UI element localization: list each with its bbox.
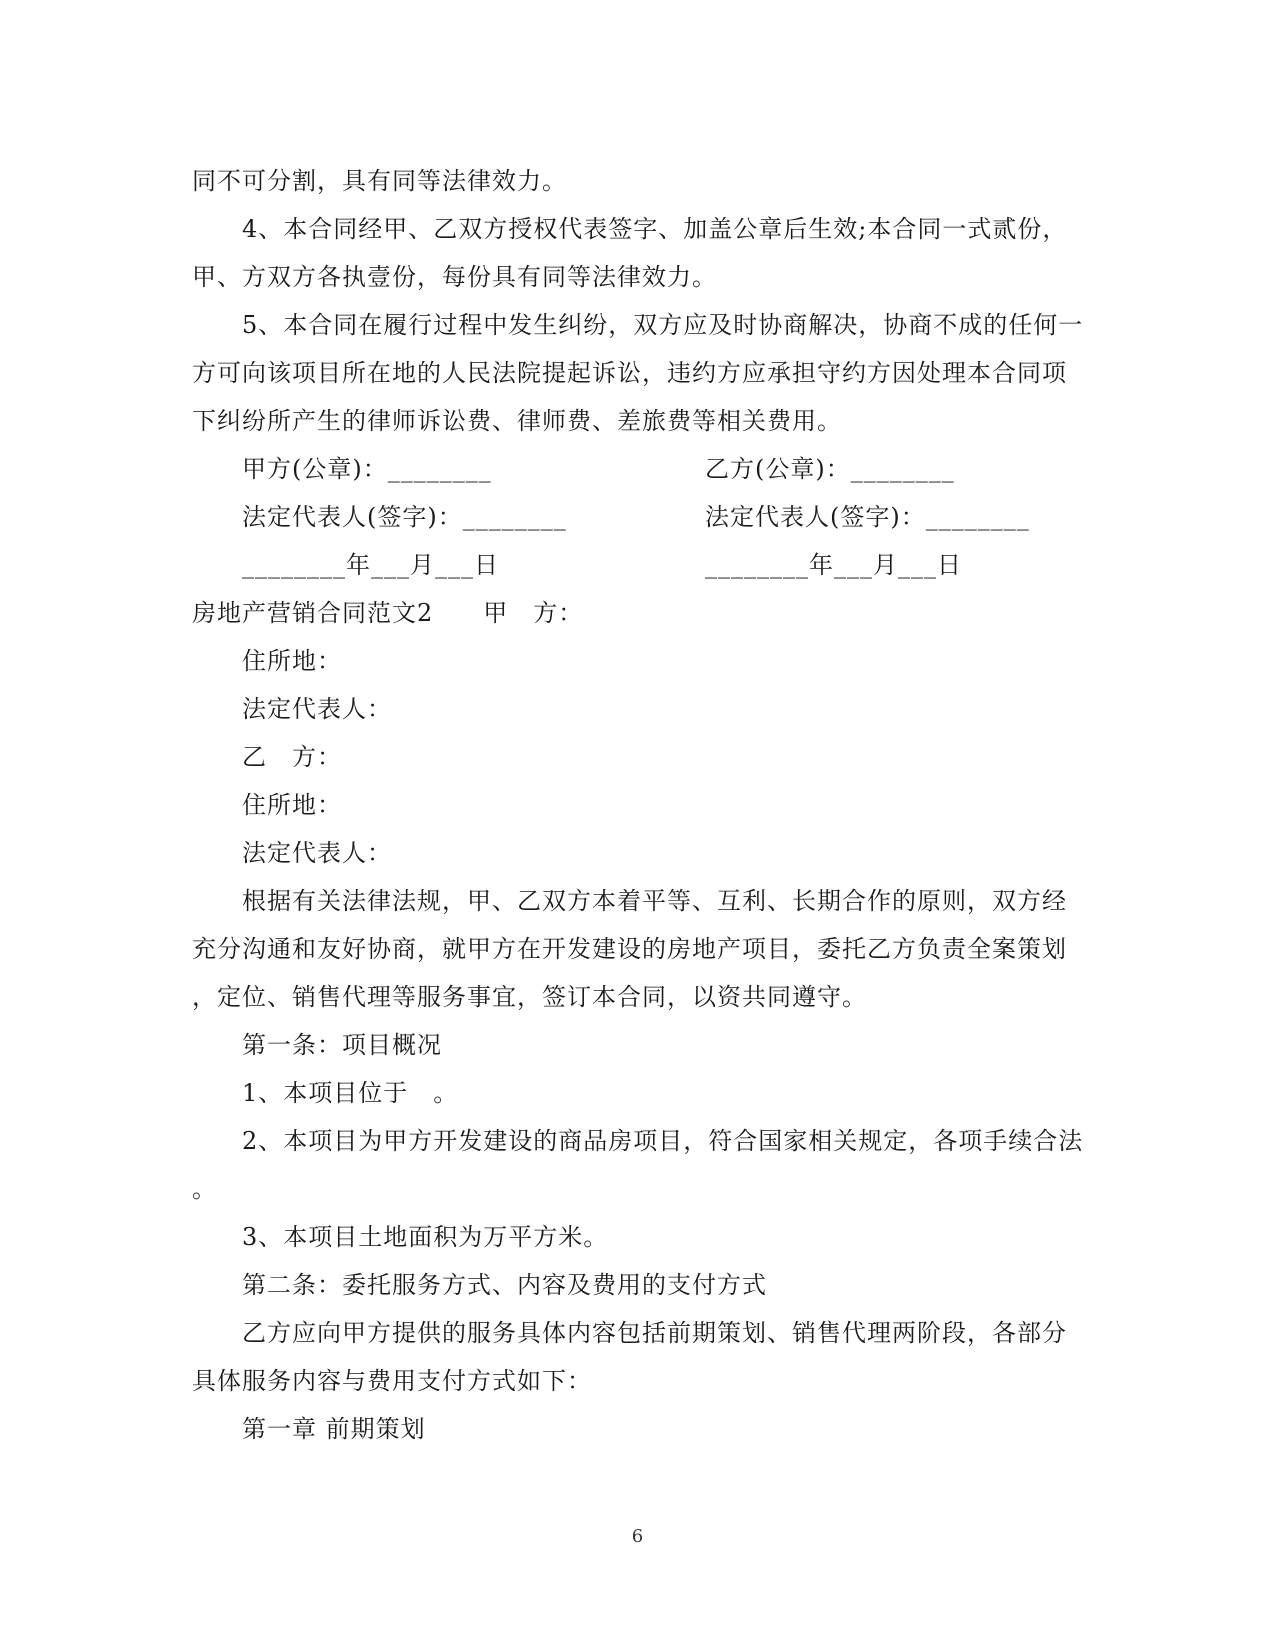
text-line: 住所地： [242, 647, 342, 675]
text-line: 1、本项目位于 。 [242, 1079, 459, 1107]
text-line: 法定代表人： [242, 839, 392, 867]
article-heading: 第一条：项目概况 [242, 1031, 442, 1059]
party-b-representative: 法定代表人(签字)：________ [705, 503, 1030, 531]
text-line: 根据有关法律法规，甲、乙双方本着平等、互利、长期合作的原则，双方经 [242, 887, 1067, 915]
text-line: 乙方应向甲方提供的服务具体内容包括前期策划、销售代理两阶段，各部分 [242, 1319, 1067, 1347]
text-line: 同不可分割，具有同等法律效力。 [192, 167, 567, 195]
text-line: 具体服务内容与费用支付方式如下： [192, 1367, 592, 1395]
party-b-date: ________年___月___日 [705, 551, 962, 579]
text-line: 。 [192, 1175, 217, 1203]
text-line: 5、本合同在履行过程中发生纠纷，双方应及时协商解决，协商不成的任何一 [242, 311, 1084, 339]
text-line: 甲、方双方各执壹份，每份具有同等法律效力。 [192, 263, 717, 291]
party-b-seal: 乙方(公章)：________ [705, 455, 955, 483]
party-a-seal: 甲方(公章)：________ [242, 455, 492, 483]
text-line: 3、本项目土地面积为万平方米。 [242, 1223, 609, 1251]
section-title: 房地产营销合同范文2 甲 方： [192, 599, 584, 627]
text-line: 充分沟通和友好协商，就甲方在开发建设的房地产项目，委托乙方负责全案策划 [192, 935, 1067, 963]
party-a-representative: 法定代表人(签字)：________ [242, 503, 567, 531]
chapter-heading: 第一章 前期策划 [242, 1415, 426, 1443]
page-number: 6 [631, 1526, 644, 1547]
text-line: 方可向该项目所在地的人民法院提起诉讼，违约方应承担守约方因处理本合同项 [192, 359, 1067, 387]
text-line: 下纠纷所产生的律师诉讼费、律师费、差旅费等相关费用。 [192, 407, 842, 435]
article-heading: 第二条：委托服务方式、内容及费用的支付方式 [242, 1271, 767, 1299]
text-line: 乙 方： [242, 743, 342, 771]
party-a-date: ________年___月___日 [242, 551, 499, 579]
text-line: 住所地： [242, 791, 342, 819]
text-line: 法定代表人： [242, 695, 392, 723]
text-line: 2、本项目为甲方开发建设的商品房项目，符合国家相关规定，各项手续合法 [242, 1127, 1084, 1155]
text-line: ，定位、销售代理等服务事宜，签订本合同，以资共同遵守。 [192, 983, 867, 1011]
text-line: 4、本合同经甲、乙双方授权代表签字、加盖公章后生效;本合同一式贰份， [242, 215, 1068, 243]
